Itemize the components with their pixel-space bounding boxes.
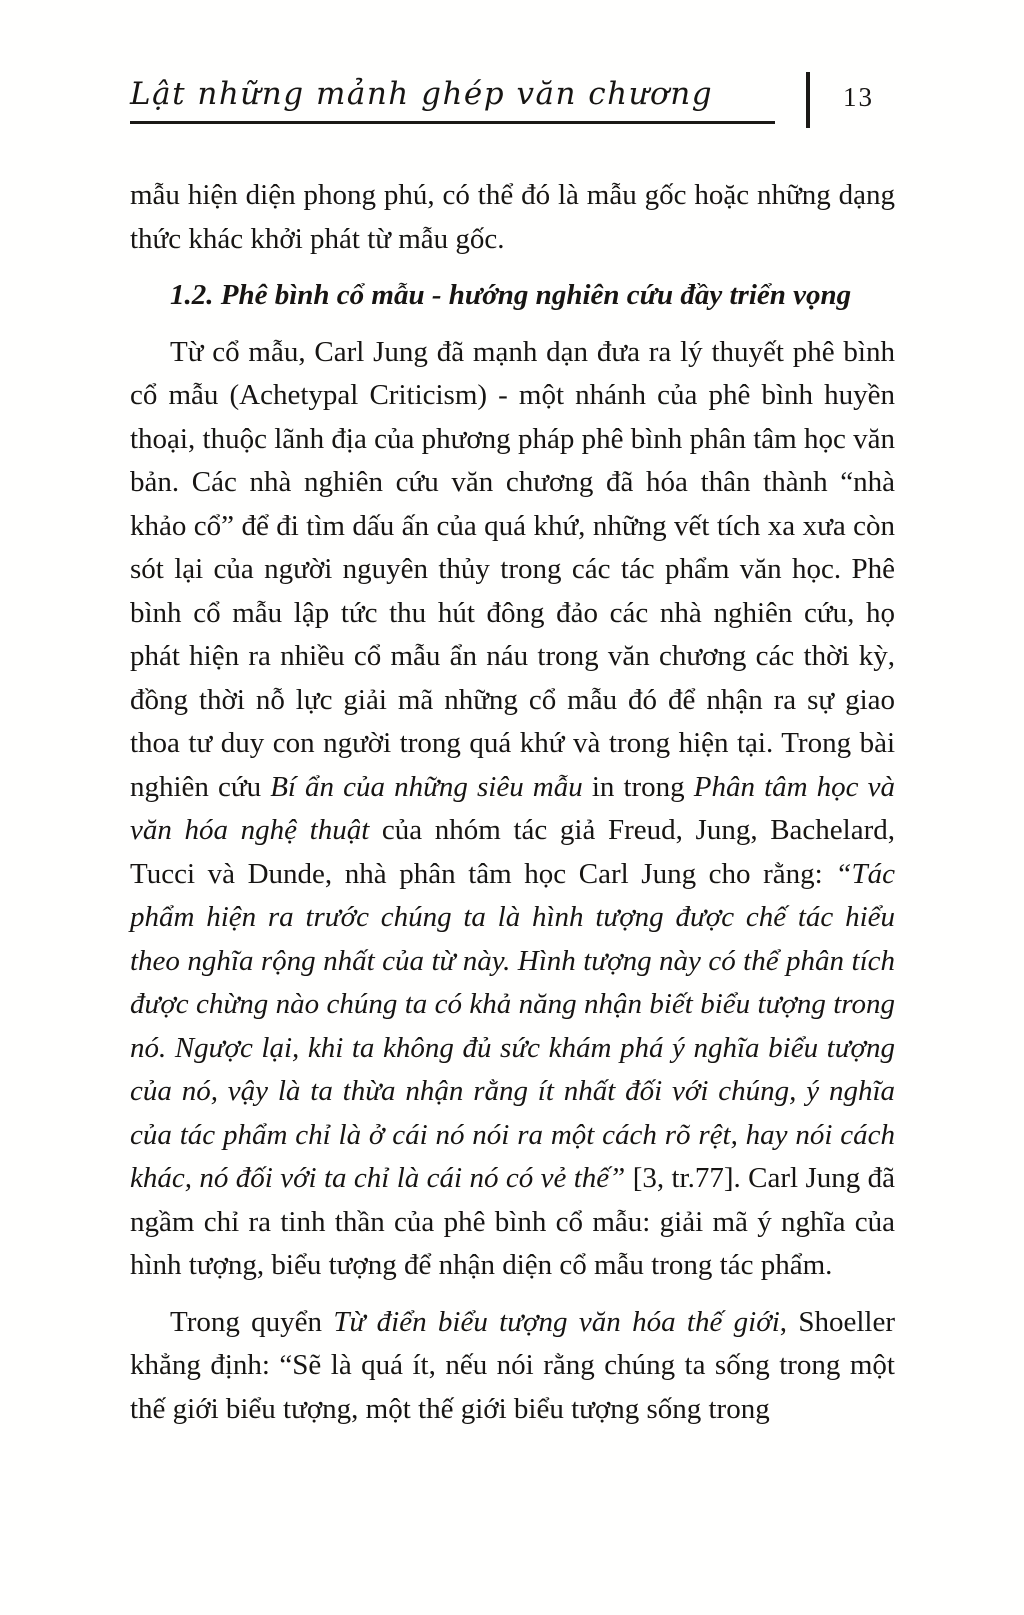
page-number: 13 (843, 82, 874, 112)
text-segment: Từ điển biểu tượng văn hóa thế giới (333, 1305, 780, 1338)
text-segment: Từ cổ mẫu, Carl Jung đã mạnh dạn đưa ra lý thuyết phê bình cổ mẫu (Achetypal Criticism) - một nhánh của phê bình huyền thoại, thuộc lãnh địa của phương pháp phê bình phân tâm học văn bản. Các nhà nghiên cứu văn chương đã hóa thân thành “nhà khảo cổ” để đi tìm dấu ấn của quá khứ, những vết tích xa xưa còn sót lại của người nguyên thủy trong các tác phẩm văn học. Phê bình cổ mẫu lập tức thu hút đông đảo các nhà nghiên cứu, họ phát hiện ra nhiều cổ mẫu ẩn náu trong văn chương các thời kỳ, đồng thời nỗ lực giải mã những cổ mẫu đó để nhận ra sự giao thoa tư duy con người trong quá khứ và trong hiện tại. Trong bài nghiên cứu (130, 335, 895, 803)
text-segment: in trong (582, 770, 694, 803)
text-segment: mẫu hiện diện phong phú, có thể đó là mẫu gốc hoặc những dạng thức khác khởi phát từ mẫu gốc. (130, 179, 895, 255)
text-segment: Bí ẩn của những siêu mẫu (270, 770, 583, 803)
text-segment: Trong quyển (170, 1305, 334, 1338)
running-title: Lật những mảnh ghép văn chương (130, 76, 775, 124)
text-segment: “Tác phẩm hiện ra trước chúng ta là hình tượng được chế tác hiểu theo nghĩa rộng nhất của từ này. Hình tượng này có thể phân tích được chừng nào chúng ta có khả năng nhận biết biểu tượng trong nó. Ngược lại, khi ta không đủ sức khám phá ý nghĩa biểu tượng của nó, vậy là ta thừa nhận rằng ít nhất đối với chúng, ý nghĩa của tác phẩm chỉ là ở cái nó nói ra một cách rõ rệt, hay nói cách khác, nó đối với ta chỉ là cái nó có vẻ thế” (130, 857, 895, 1194)
page-header (130, 76, 895, 128)
section-heading (130, 274, 895, 318)
paragraph (130, 174, 895, 261)
header-divider (806, 72, 810, 128)
text-segment: , Shoeller khẳng định: “Sẽ là quá ít, nếu nói rằng chúng ta sống trong một thế giới biểu tượng, một thế giới biểu tượng sống trong (130, 1305, 895, 1425)
page-body (130, 174, 895, 1431)
text-segment: Phân tâm học và văn hóa nghệ thuật (130, 770, 895, 846)
paragraph (130, 1301, 895, 1432)
text-segment: [3, tr.77]. Carl Jung đã ngầm chỉ ra tinh thần của phê bình cổ mẫu: giải mã ý nghĩa của hình tượng, biểu tượng để nhận diện cổ mẫu trong tác phẩm. (130, 1162, 895, 1281)
text-segment: của nhóm tác giả Freud, Jung, Bachelard, Tucci và Dunde, nhà phân tâm học Carl Jung cho rằng: (130, 814, 896, 890)
text-segment: 1.2. Phê bình cổ mẫu - hướng nghiên cứu đầy triển vọng (170, 279, 852, 311)
paragraph (130, 331, 895, 1288)
